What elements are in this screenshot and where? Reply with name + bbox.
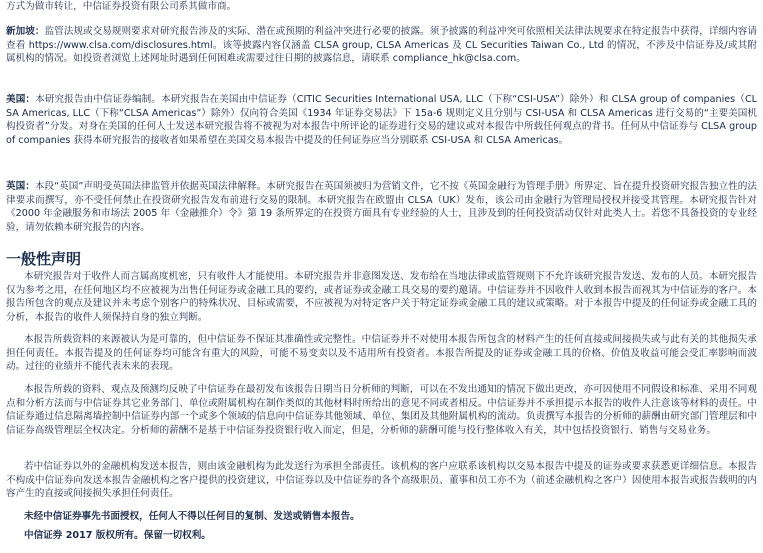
singapore-paragraph (6, 25, 757, 66)
uk-lead: 英国： (6, 181, 35, 192)
usa-body: 本研究报告由中信证券编制。本研究报告在美国由中信证券（CITIC Securities International USA, LLC（下称“CSI-USA”）除外）和 CLSA group of companies（CLSA Americas, LLC（下称“CLSA Americas”）除外）仅向符合美国《1934 年证券交易法》下 15a-6 规则定义且分别与 CSI-USA 和 CLSA Americas 进行交易的“主要美国机构投资者”分发。对身在美国的任何人士发送本研究报告将不被视为对本报告中所评论的证券进行交易的建议或对本报告中所载任何观点的背书。任何从中信证券与 CLSA group of companies 获得本研究报告的接收者如果希望在美国交易本报告中提及的任何证券应当分别联系 CSI-USA 和 CLSA Americas。 (6, 94, 757, 146)
general-paragraph-4: 若中信证券以外的金融机构发送本报告，则由该金融机构为此发送行为承担全部责任。该机构的客户应联系该机构以交易本报告中提及的证券或要求获悉更详细信息。本报告不构成中信证券向发送本报告金融机构之客户提供的投资建议，中信证券以及中信证券的各个高级职员、董事和员工亦不为（前述金融机构之客户）因使用本报告或报告载明的内容产生的直接或间接损失承担任何责任。 (6, 461, 757, 500)
usa-lead: 美国： (6, 94, 36, 105)
reproduction-notice: 未经中信证券事先书面授权，任何人不得以任何目的复制、发送或销售本报告。 (24, 511, 360, 522)
general-paragraph-2: 本报告所载资料的来源被认为是可靠的，但中信证券不保证其准确性或完整性。中信证券并不对使用本报告所包含的材料产生的任何直接或间接损失或与此有关的其他损失承担任何责任。本报告提及的任何证券均可能含有重大的风险，可能不易变卖以及不适用所有投资者。本报告所提及的证券或金融工具的价格、价值及收益可能会受汇率影响而波动。过往的业绩并不能代表未来的表现。 (6, 334, 757, 373)
general-disclaimer-heading: 一般性声明 (6, 250, 82, 268)
usa-paragraph (6, 93, 757, 147)
intro-line: 方式为做市转让，中信证券投资有限公司系其做市商。 (6, 1, 237, 12)
general-paragraph-1: 本研究报告对于收件人而言属高度机密，只有收件人才能使用。本研究报告并非意图发送、发布给在当地法律或监管规则下不允许该研究报告发送、发布的人员。本研究报告仅为参考之用，在任何地区均不应被视为出售任何证券或金融工具的要约，或者证券或金融工具交易的要约邀请。中信证券并不因收件人收到本报告而视其为中信证券的客户。本报告所包含的观点及建议并未考虑个别客户的特殊状况、目标或需要，不应被视为对特定客户关于特定证券或金融工具的建议或策略。对于本报告中提及的任何证券或金融工具的分析，本报告的收件人须保持自身的独立判断。 (6, 271, 757, 323)
uk-paragraph (6, 180, 757, 234)
copyright-notice: 中信证券 2017 版权所有。保留一切权利。 (24, 530, 211, 541)
singapore-body: 监管法规或交易规则要求对研究报告涉及的实际、潜在或预期的利益冲突进行必要的披露。须予披露的利益冲突可依照相关法律法规要求在特定报告中获得，详细内容请查看 https://www.clsa.com/disclosures.html。该等披露内容仅涵盖 CLSA group, CLSA Americas 及 CL Securities Taiwan Co., Ltd 的情况，不涉及中信证券及/或其附属机构的情况。如投资者浏览上述网址时遇到任何困难或需要过往日期的披露信息，请联系 compliance_hk@clsa.com。 (6, 26, 757, 65)
singapore-lead: 新加坡： (6, 26, 45, 37)
uk-body: 本段“英国”声明受英国法律监管并依据英国法律解释。本研究报告在英国须被归为营销文件，它不按《英国金融行为管理手册》所界定、旨在提升投资研究报告独立性的法律要求而撰写，亦不受任何禁止在投资研究报告发布前进行交易的限制。本研究报告在欧盟由 CLSA（UK）发布，该公司由金融行为管理局授权并接受其管理。本研究报告针对《2000 年金融服务和市场法 2005 年（金融推介）令》第 19 条所界定的在投资方面具有专业经验的人士，且涉及到的任何投资活动仅针对此类人士。若您不具备投资的专业经验，请勿依赖本研究报告的内容。 (6, 181, 757, 233)
general-paragraph-3: 本报告所载的资料、观点及预测均反映了中信证券在最初发布该报告日期当日分析师的判断，可以在不发出通知的情况下做出更改，亦可因使用不同假设和标准、采用不同观点和分析方法而与中信证券其它业务部门、单位或附属机构在制作类似的其他材料时所给出的意见不同或者相反。中信证券并不承担提示本报告的收件人注意该等材料的责任。中信证券通过信息隔离墙控制中信证券内部一个或多个领域的信息向中信证券其他领域、单位、集团及其他附属机构的流动。负责撰写本报告的分析师的薪酬由研究部门管理层和中信证券高级管理层全权决定。分析师的薪酬不是基于中信证券投资银行收入而定，但是，分析师的薪酬可能与投行整体收入有关，其中包括投资银行、销售与交易业务。 (6, 384, 757, 436)
